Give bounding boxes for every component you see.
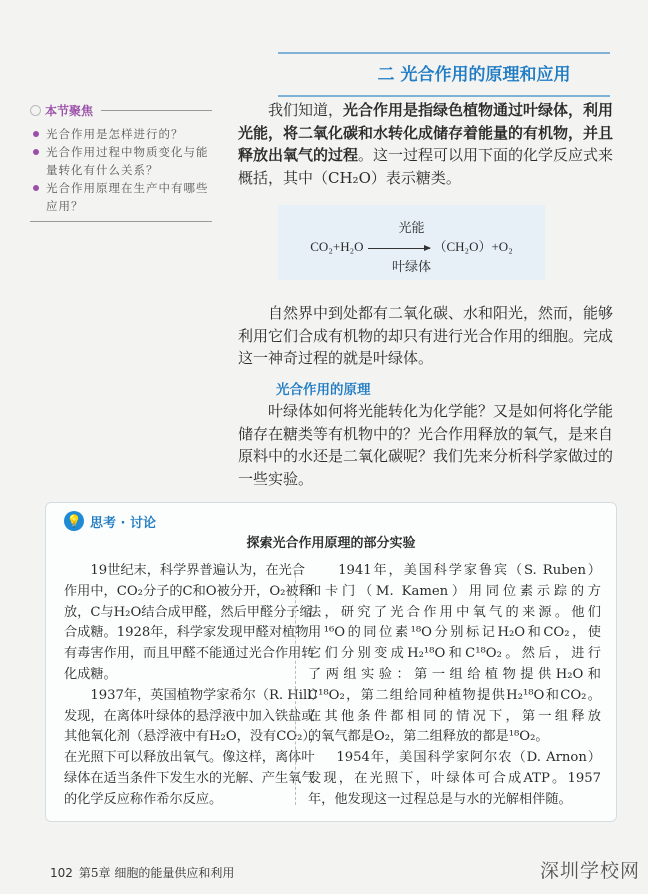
text-line: 叶绿体如何将光能转化为化学能？又是如何将化学能 xyxy=(238,402,614,420)
text-line: 利用它们合成有机物的却只有进行光合作用的细胞。完成 xyxy=(238,326,614,345)
text-line: 其他氧化剂（悬浮液中有H₂O，没有CO₂）， xyxy=(64,729,323,745)
text-line: 化成糖。 xyxy=(64,666,117,682)
text-line: 我们知道，光合作用是指绿色植物通过叶绿体，利用 xyxy=(238,101,614,119)
text-line: 1941年，美国科学家鲁宾（S. Ruben） xyxy=(308,563,601,578)
text-line: 和卡门（M. Kamen）用同位素示踪的方 xyxy=(308,583,601,599)
divider xyxy=(101,110,212,111)
text-line: 概括，其中（CH₂O）表示糖类。 xyxy=(238,168,461,187)
page-footer xyxy=(50,864,234,881)
text-line: 光能，将二氧化碳和水转化成储存着能量的有机物，并且 xyxy=(238,123,614,142)
text-line: 在其他条件都相同的情况下，第一组释放 xyxy=(308,708,601,724)
text-line: 有毒害作用，而且甲醛不能通过光合作用转 xyxy=(64,646,315,662)
focus-item: 光合作用过程中物质变化与能量转化有什么关系？ xyxy=(30,143,212,179)
focus-item: 光合作用原理在生产中有哪些应用？ xyxy=(30,179,212,215)
text-line: 这一神奇过程的就是叶绿体。 xyxy=(238,349,434,367)
discussion-label: 思考 · 讨论 xyxy=(90,515,156,531)
text-line: 年，他发现这一过程总是与水的光解相伴随。 xyxy=(308,791,572,807)
text-line: 1937年，英国植物学家希尔（R. Hill） xyxy=(64,687,325,703)
equation-condition-chloroplast: 叶绿体 xyxy=(391,259,431,274)
text-line: 的化学反应称作希尔反应。 xyxy=(64,791,223,807)
text-line: 了两组实验：第一组给植物提供H₂O和 xyxy=(308,666,601,682)
discussion-right-column xyxy=(308,561,601,811)
title-bottom-rule xyxy=(278,95,610,97)
text-line: 绿体在适当条件下发生水的光解、产生氧气 xyxy=(64,770,315,786)
text-line: 放，C与H₂O结合成甲醛，然后甲醛分子缩 xyxy=(64,604,313,620)
subheading: 光合作用的原理 xyxy=(276,382,371,398)
text-line: C¹⁸O₂，第二组给同种植物提供H₂¹⁸O和CO₂。 xyxy=(308,687,601,703)
page-number: 102 xyxy=(50,866,73,880)
text-line: 一些实验。 xyxy=(238,469,314,488)
paragraph xyxy=(238,302,614,370)
equation-condition-light: 光能 xyxy=(398,220,425,235)
equation-reactants: CO₂+H₂O xyxy=(310,239,364,254)
text-line: 的氧气都是O₂，第二组释放的都是¹⁸O₂。 xyxy=(308,729,549,745)
text-line: 法，研究了光合作用中氧气的来源。他们 xyxy=(308,604,601,620)
text-line: 19世纪末，科学界普遍认为，在光合 xyxy=(64,563,305,578)
focus-heading xyxy=(30,102,212,119)
text-line: 原料中的水还是二氧化碳呢？我们先来分析科学家做过的 xyxy=(238,447,614,465)
equation-products: （CH₂O）+O₂ xyxy=(433,239,513,254)
text-line: 1954年，美国科学家阿尔农（D. Arnon） xyxy=(308,750,601,766)
text-line: 合成糖。1928年，科学家发现甲醛对植物 xyxy=(64,625,309,641)
paragraph xyxy=(238,400,614,490)
column-divider xyxy=(295,565,296,805)
section-title: 二 光合作用的原理和应用 xyxy=(377,65,571,85)
focus-item: 光合作用是怎样进行的？ xyxy=(30,125,212,143)
focus-heading-text: 本节聚焦 xyxy=(45,104,94,118)
watermark: 深圳学校网 xyxy=(539,860,640,882)
divider xyxy=(30,221,212,222)
text-line: 在光照下可以释放出氧气。像这样，离体叶 xyxy=(64,750,315,766)
discussion-box xyxy=(45,502,617,822)
text-line: 发现，在光照下，叶绿体可合成ATP。1957 xyxy=(308,770,601,786)
intro-paragraph xyxy=(238,99,614,189)
text-line: 储存在糖类等有机物中的？光合作用释放的氧气，是来自 xyxy=(238,424,614,443)
text-line: 它们分别变成H₂¹⁸O和C¹⁸O₂。然后，进行 xyxy=(308,646,601,662)
text-line: 作用中，CO₂分子的C和O被分开，O₂被释 xyxy=(64,583,312,599)
text-line: 自然界中到处都有二氧化碳、水和阳光，然而，能够 xyxy=(238,304,614,322)
lightbulb-icon: 💡 xyxy=(64,511,84,531)
chapter-title: 第5章 细胞的能量供应和利用 xyxy=(78,866,235,880)
photosynthesis-equation xyxy=(278,205,545,280)
title-top-rule xyxy=(278,52,610,54)
reaction-arrow-icon xyxy=(368,248,430,249)
text-line: 释放出氧气的过程。这一过程可以用下面的化学反应式来 xyxy=(238,146,614,164)
section-focus-box xyxy=(30,102,212,222)
discussion-left-column xyxy=(64,561,325,811)
text-line: 发现，在离体叶绿体的悬浮液中加入铁盐或 xyxy=(64,708,315,724)
focus-bullet-icon xyxy=(30,105,41,116)
discussion-title: 探索光合作用原理的部分实验 xyxy=(246,536,416,551)
text-line: 用¹⁶O的同位素¹⁸O分别标记H₂O和CO₂，使 xyxy=(308,625,601,641)
